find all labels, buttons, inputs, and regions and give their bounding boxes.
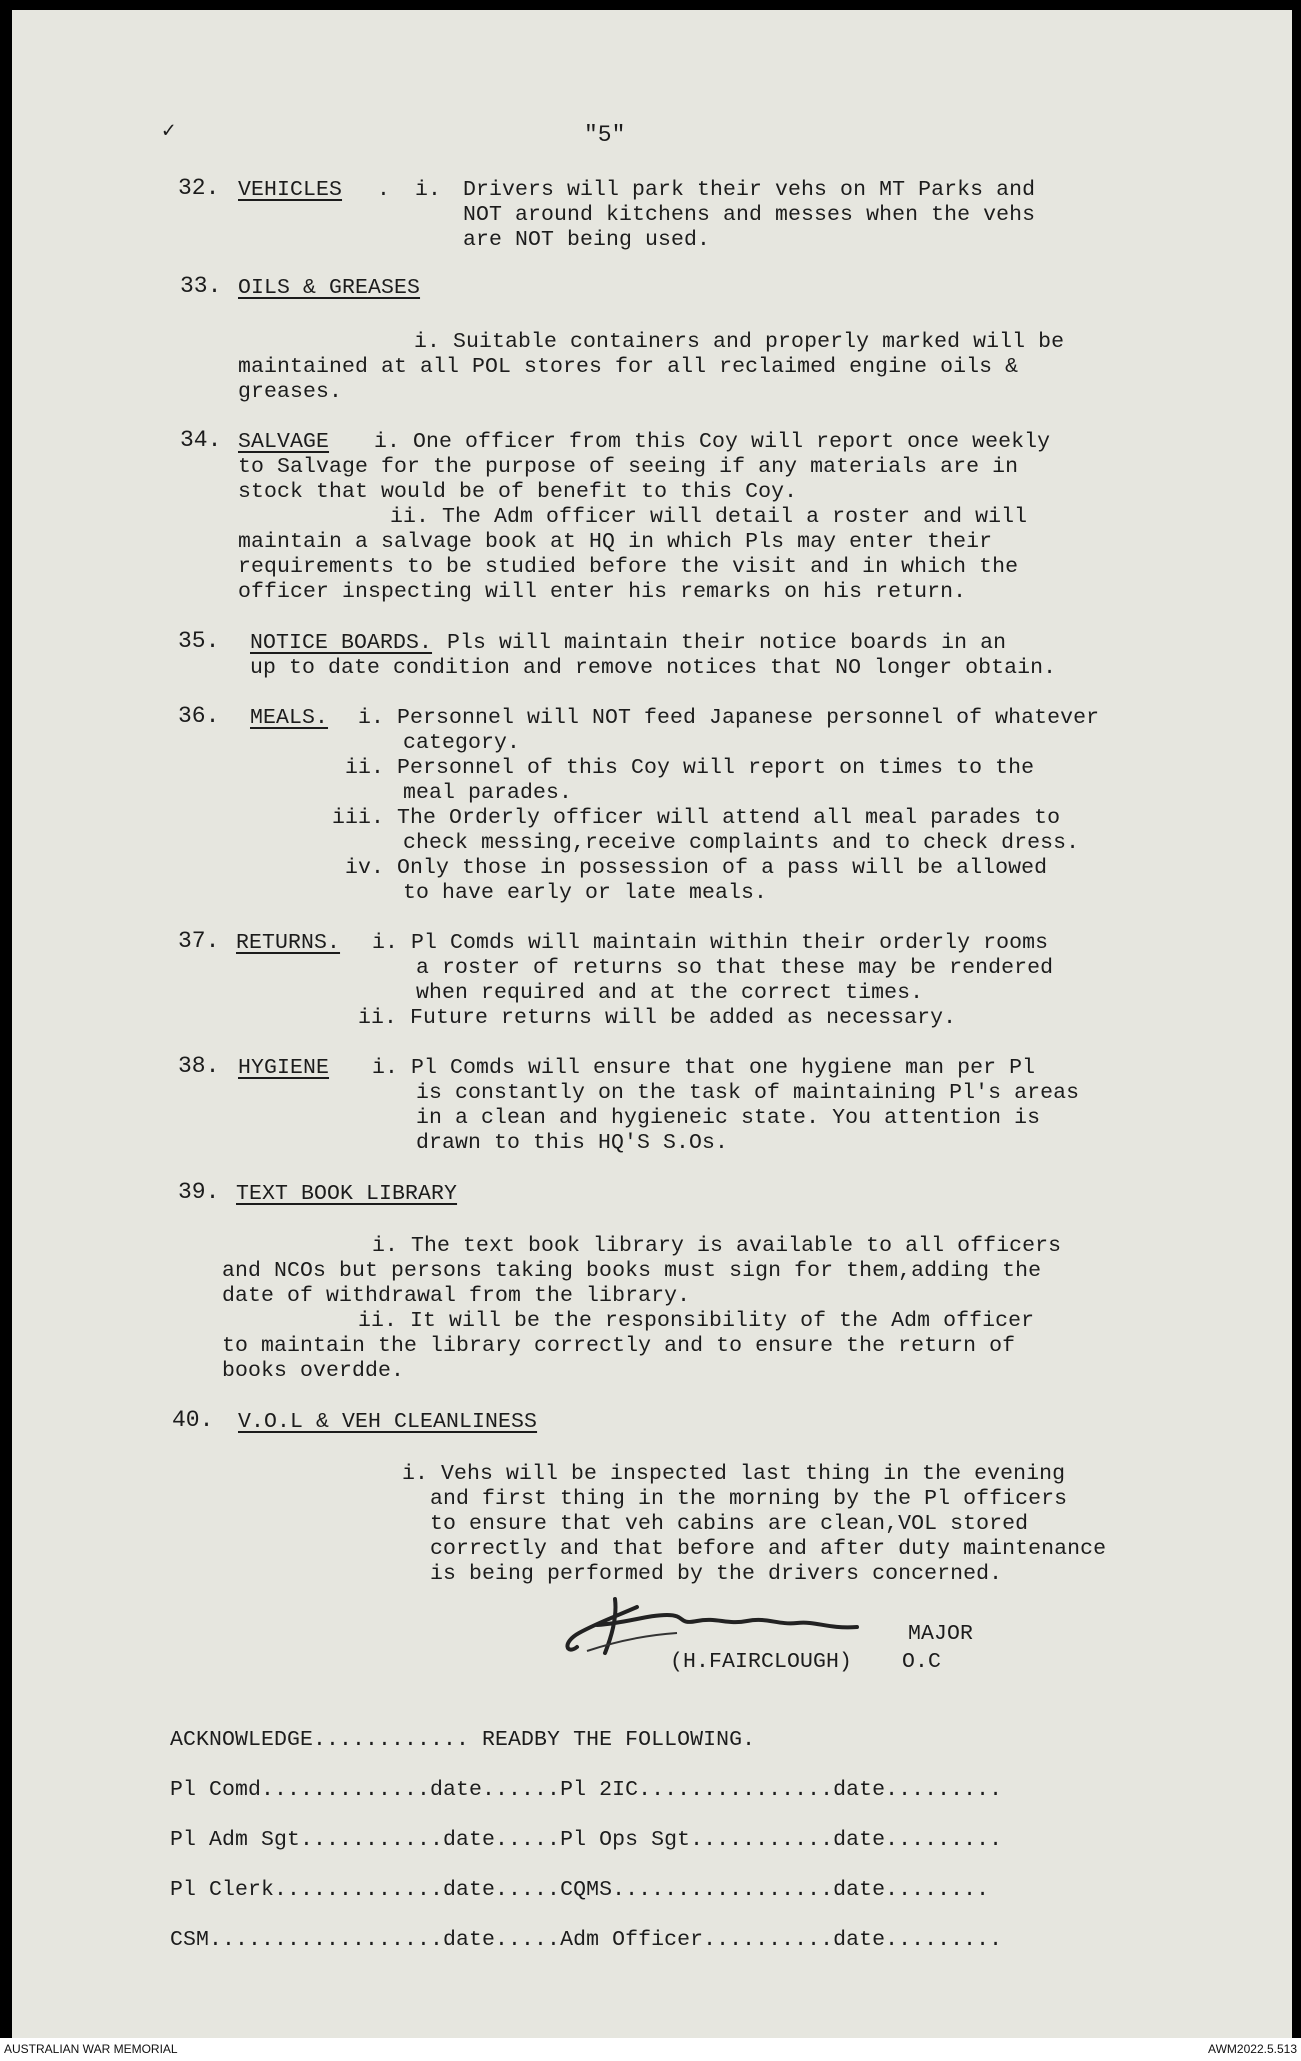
section-34-title: SALVAGE [238, 430, 330, 454]
section-40-line: i. Vehs will be inspected last thing in the evening [402, 1462, 1066, 1486]
section-39-number: 39. [178, 1179, 220, 1205]
section-40-line: to ensure that veh cabins are clean,VOL stored [430, 1512, 1029, 1536]
acknowledge-row: Pl Adm Sgt...........date.....Pl Ops Sgt...........date......... [170, 1828, 1003, 1852]
section-38-line: i. Pl Comds will ensure that one hygiene man per Pl [372, 1056, 1036, 1080]
section-40-line: and first thing in the morning by the Pl officers [430, 1487, 1068, 1511]
section-40-number: 40. [172, 1407, 214, 1433]
document-page [12, 10, 1292, 2038]
section-33-number: 33. [180, 273, 222, 299]
margin-tick-mark: ✓ [162, 119, 176, 144]
acknowledge-heading: ACKNOWLEDGE............ READBY THE FOLLOWING. [170, 1728, 756, 1752]
section-34-line: officer inspecting will enter his remarks on his return. [238, 580, 967, 604]
archive-footer [0, 2038, 1301, 2061]
section-32-line: are NOT being used. [463, 228, 711, 252]
section-38-title: HYGIENE [238, 1056, 330, 1080]
section-37-line: when required and at the correct times. [416, 981, 924, 1005]
section-32-item: i. [415, 178, 442, 202]
section-32-title: VEHICLES [238, 178, 343, 202]
section-36-number: 36. [178, 703, 220, 729]
section-39-line: and NCOs but persons taking books must sign for them,adding the [222, 1259, 1042, 1283]
signatory-rank: MAJOR [908, 1622, 974, 1646]
page-number: "5" [584, 122, 626, 148]
section-39-title: TEXT BOOK LIBRARY [236, 1182, 458, 1206]
section-34-line: stock that would be of benefit to this Coy. [238, 480, 798, 504]
section-36-line: category. [403, 731, 521, 755]
section-33-line: maintained at all POL stores for all reclaimed engine oils & [238, 355, 1019, 379]
section-35-title: NOTICE BOARDS. [250, 631, 433, 655]
signatory-role: O.C [902, 1650, 942, 1674]
section-40-line: is being performed by the drivers concerned. [430, 1562, 1003, 1586]
section-37-title: RETURNS. [236, 931, 341, 955]
section-38-line: is constantly on the task of maintaining Pl's areas [416, 1081, 1080, 1105]
section-32-number: 32. [178, 175, 220, 201]
section-37-line: i. Pl Comds will maintain within their orderly rooms [372, 931, 1049, 955]
section-33-line: i. Suitable containers and properly marked will be [414, 330, 1065, 354]
section-32-separator: . [364, 178, 391, 202]
section-36-line: iii. The Orderly officer will attend all meal parades to [332, 806, 1061, 830]
footer-institution: AUSTRALIAN WAR MEMORIAL [4, 2042, 178, 2056]
section-38-number: 38. [178, 1053, 220, 1079]
section-36-line: meal parades. [403, 781, 573, 805]
section-34-line: requirements to be studied before the visit and in which the [238, 555, 1019, 579]
section-32-line: NOT around kitchens and messes when the vehs [463, 203, 1036, 227]
section-39-line: i. The text book library is available to all officers [372, 1234, 1062, 1258]
section-35-line: Pls will maintain their notice boards in an [447, 631, 1007, 655]
section-36-line: iv. Only those in possession of a pass will be allowed [345, 856, 1048, 880]
section-35-number: 35. [178, 628, 220, 654]
section-39-line: to maintain the library correctly and to ensure the return of [222, 1334, 1016, 1358]
section-34-line: to Salvage for the purpose of seeing if any materials are in [238, 455, 1019, 479]
section-33-line: greases. [238, 380, 343, 404]
signatory-name: (H.FAIRCLOUGH) [670, 1650, 853, 1674]
section-40-line: correctly and that before and after duty maintenance [430, 1537, 1107, 1561]
section-36-title: MEALS. [250, 706, 329, 730]
section-39-line: ii. It will be the responsibility of the Adm officer [358, 1309, 1035, 1333]
section-36-line: check messing,receive complaints and to check dress. [403, 831, 1080, 855]
section-36-line: to have early or late meals. [403, 881, 768, 905]
section-33-title: OILS & GREASES [238, 276, 421, 300]
section-38-line: drawn to this HQ'S S.Os. [416, 1131, 729, 1155]
acknowledge-row: Pl Clerk.............date.....CQMS.................date........ [170, 1878, 990, 1902]
footer-reference: AWM2022.5.513 [1208, 2042, 1297, 2056]
section-40-title: V.O.L & VEH CLEANLINESS [238, 1410, 538, 1434]
section-34-number: 34. [180, 427, 222, 453]
section-37-number: 37. [178, 928, 220, 954]
section-36-line: ii. Personnel of this Coy will report on times to the [345, 756, 1035, 780]
section-35-line: up to date condition and remove notices that NO longer obtain. [250, 656, 1057, 680]
section-34-line: i. One officer from this Coy will report once weekly [374, 430, 1051, 454]
section-34-line: ii. The Adm officer will detail a roster and will [390, 505, 1028, 529]
section-39-line: books overdde. [222, 1359, 405, 1383]
section-36-line: i. Personnel will NOT feed Japanese personnel of whatever [358, 706, 1100, 730]
acknowledge-row: CSM..................date.....Adm Officer..........date......... [170, 1928, 1003, 1952]
section-38-line: in a clean and hygieneic state. You attention is [416, 1106, 1041, 1130]
section-32-line: Drivers will park their vehs on MT Parks and [463, 178, 1036, 202]
section-37-line: a roster of returns so that these may be rendered [416, 956, 1054, 980]
section-37-line: ii. Future returns will be added as necessary. [358, 1006, 957, 1030]
section-39-line: date of withdrawal from the library. [222, 1284, 691, 1308]
section-34-line: maintain a salvage book at HQ in which Pls may enter their [238, 530, 993, 554]
acknowledge-row: Pl Comd.............date......Pl 2IC...............date......... [170, 1778, 1003, 1802]
